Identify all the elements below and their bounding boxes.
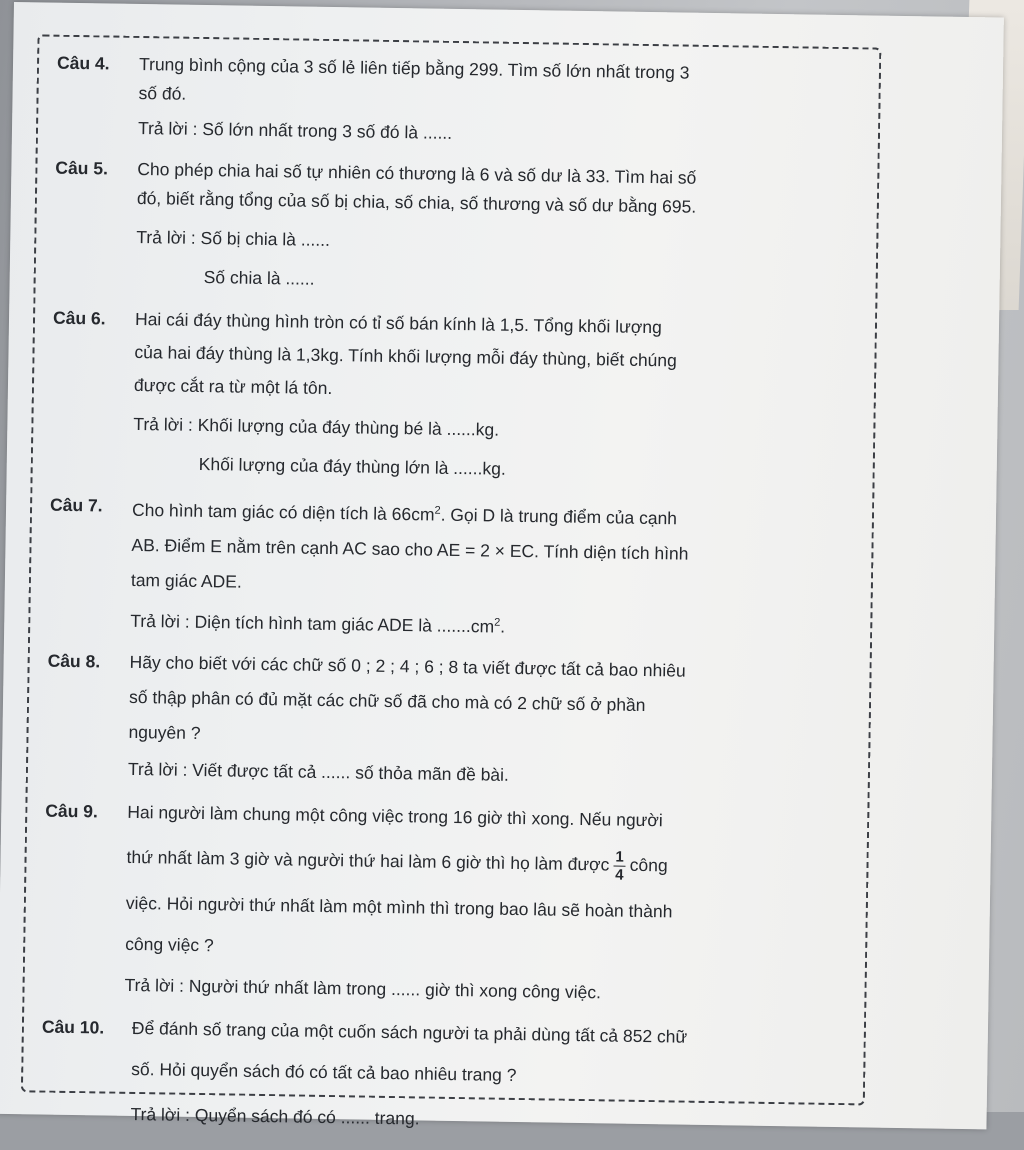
answer-line: Khối lượng của đáy thùng lớn là ......kg. (198, 453, 506, 479)
question-number: Câu 4. (56, 52, 110, 74)
question-text-line: nguyên ? (128, 721, 201, 743)
question-number: Câu 8. (47, 650, 101, 672)
question-text-line: Hai người làm chung một công việc trong 16 giờ thì xong. Nếu người (127, 801, 663, 830)
question-text-line: đó, biết rằng tổng của số bị chia, số chia, số thương và số dư bằng 695. (136, 187, 697, 217)
text-segment: . (500, 616, 506, 637)
answer-line: Trả lời : Quyển sách đó có ...... trang. (130, 1103, 420, 1129)
question-text-line: Cho phép chia hai số tự nhiên có thương là 6 và số dư là 33. Tìm hai số (137, 158, 697, 188)
text-segment: công (629, 854, 668, 876)
answer-line (48, 601, 868, 647)
fraction-numerator: 1 (613, 848, 626, 866)
superscript: 2 (494, 616, 501, 629)
questions-content (40, 49, 877, 1148)
question-number: Câu 9. (45, 800, 98, 822)
question-text-line: công việc ? (125, 933, 214, 955)
question-text-line: Hãy cho biết với các chữ số 0 ; 2 ; 4 ; 6 ; 8 ta viết được tất cả bao nhiêu (129, 651, 686, 681)
worksheet-page (0, 2, 1004, 1129)
fraction (613, 848, 626, 883)
question-9 (42, 796, 865, 1011)
question-text-line: AB. Điểm E nằm trên cạnh AC sao cho AE = 2 × EC. Tính diện tích hình (131, 534, 689, 564)
question-text-line: việc. Hỏi người thứ nhất làm một mình thì trong bao lâu sẽ hoàn thành (125, 892, 673, 922)
question-5 (53, 154, 875, 303)
question-text-line: Hai cái đáy thùng hình tròn có tỉ số bán kính là 1,5. Tổng khối lượng (134, 308, 662, 338)
question-10 (40, 1012, 862, 1140)
question-text-line (44, 835, 865, 888)
question-text-line: tam giác ADE. (130, 569, 242, 592)
question-text-line: được cắt ra từ một lá tôn. (133, 374, 333, 399)
question-text-line: số thập phân có đủ mặt các chữ số đã cho mà có 2 chữ số ở phần (128, 686, 646, 715)
question-8 (46, 646, 868, 795)
answer-line: Trả lời : Người thứ nhất làm trong ...... giờ thì xong công việc. (124, 974, 602, 1002)
question-4 (56, 49, 877, 155)
text-segment: Cho hình tam giác có diện tích là 66cm (131, 499, 435, 525)
text-segment: . Gọi D là trung điểm của cạnh (440, 504, 678, 529)
question-6 (51, 304, 874, 490)
question-number: Câu 7. (49, 494, 103, 516)
question-number: Câu 10. (41, 1016, 105, 1038)
answer-line: Trả lời : Số bị chia là ...... (136, 226, 331, 250)
question-number: Câu 5. (55, 157, 109, 179)
answer-line: Trả lời : Viết được tất cả ...... số thỏa mãn đề bài. (127, 758, 510, 785)
question-text-line: số. Hỏi quyển sách đó có tất cả bao nhiêu trang ? (131, 1058, 517, 1085)
superscript: 2 (434, 504, 441, 517)
fraction-denominator: 4 (615, 866, 624, 884)
question-text-line: số đó. (138, 82, 187, 104)
text-segment: Trả lời : Diện tích hình tam giác ADE là .......cm (130, 610, 495, 637)
question-number: Câu 6. (52, 307, 106, 329)
answer-line: Trả lời : Số lớn nhất trong 3 số đó là ...... (137, 117, 453, 143)
question-text-line: của hai đáy thùng là 1,3kg. Tính khối lượng mỗi đáy thùng, biết chúng (134, 341, 677, 371)
question-7 (48, 491, 870, 648)
question-text-line: Trung bình cộng của 3 số lẻ liên tiếp bằng 299. Tìm số lớn nhất trong 3 (138, 53, 690, 83)
answer-line: Trả lời : Khối lượng của đáy thùng bé là ......kg. (133, 413, 500, 440)
question-text-line: Để đánh số trang của một cuốn sách người ta phải dùng tất cả 852 chữ (131, 1017, 688, 1047)
question-text-line (132, 492, 870, 536)
text-segment: thứ nhất làm 3 giờ và người thứ hai làm 6 giờ thì họ làm được (126, 846, 610, 875)
answer-line: Số chia là ...... (203, 267, 315, 289)
